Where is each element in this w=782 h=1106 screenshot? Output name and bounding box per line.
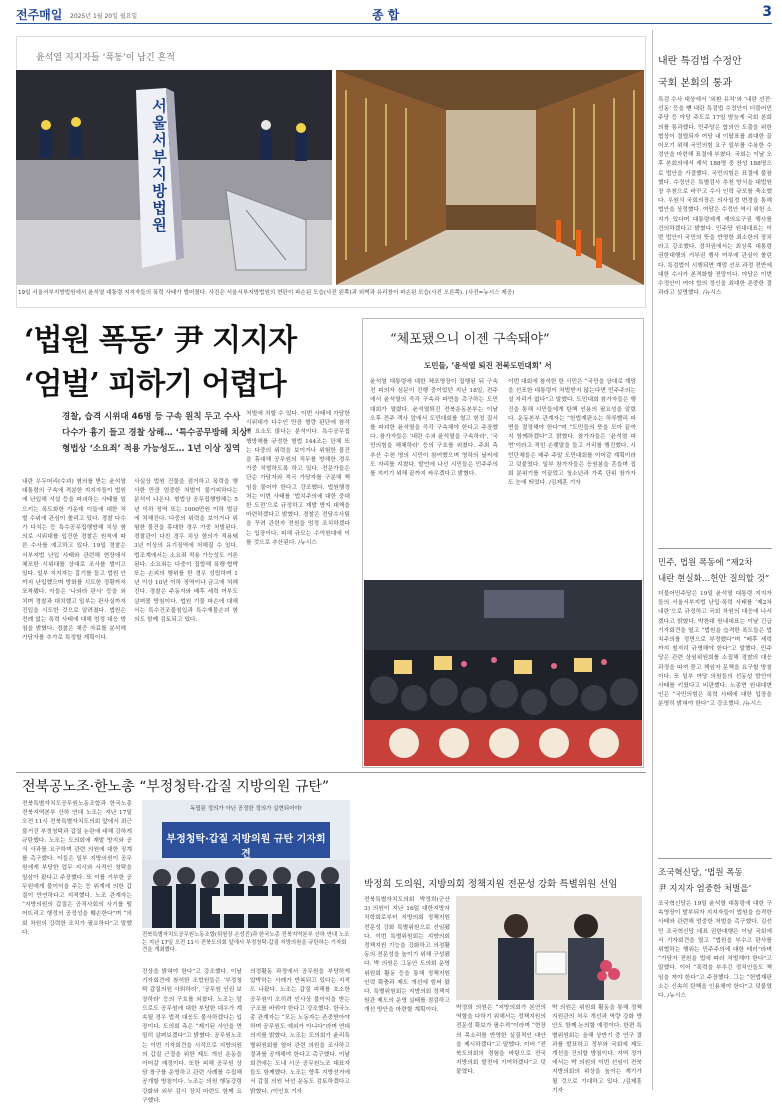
court-sign-photo bbox=[16, 70, 332, 285]
council-photo-caption: 전북특별자치도공무원노동조합(위원장 손성진)과 한국노총 전북지역본부 산하 연대 노조는 지난 17일 오전 11시 전북도의회 앞에서 부정청탁·갑질 지방의원을 규탄하는 기자회견을 개최했다. bbox=[142, 932, 350, 953]
lead-subhead-3: 형법상 ‘소요죄’ 적용 가능성도… 1년 이상 징역 bbox=[62, 444, 241, 454]
rally-photo bbox=[364, 580, 642, 766]
section-divider bbox=[16, 772, 646, 773]
lead-body-col3: 처벌에 처할 수 있다. 이번 사태에 가담한 시위대가 다수인 만큼 형량 판단에 참작될 요소도 많다는 분석이다. 특수공무집행방해를 규정한 형법 144조는 단체 또는 다중의 위력을 보이거나 위험한 물건을 휴대해 공무원의 직무를 방해한 경우 가중 처벌하도록 하고 있다. 전문가들은 단순 가담자와 적극 가담자를 구분해 책임을 물어야 한다고 강조했다. 법원행정처는 이번 사태를 ‘법치주의에 대한 중대한 도전’으로 규정하고 재발 방지 대책을 마련하겠다고 밝혔다. 경찰은 전담수사팀을 꾸려 관련자 전원을 엄정 조치하겠다는 입장이다. 피해 규모는 수억원대에 이를 것으로 추산된다. /뉴시스 bbox=[246, 411, 350, 546]
council-banner-top: 독립된 정의가 아닌 공정한 정의가 실현되어야! bbox=[190, 806, 302, 812]
park-award-photo-art bbox=[456, 896, 642, 1000]
right-story3-kicker: 조국혁신당, ‘법원 폭동 bbox=[658, 868, 743, 878]
photo-caption: 19일 서울서부지방법원에서 윤석열 대통령 지지자들의 폭력 사태가 벌어졌다. 사진은 서울서부지방법원의 현판이 파손된 모습(사진 왼쪽)과 외벽과 유리창이 파손된 모습(사진 오른쪽). (사진=뉴시스 제공) bbox=[18, 290, 515, 296]
paper-logo: 전주매일 bbox=[16, 8, 63, 22]
council-body-col2: 진상을 밝혀야 한다”고 강조했다. 이날 기자회견에 참석한 조합원들은 ‘부정청탁 갑질의원 사퇴하라’, ‘공무원 인권 보장하라’ 등의 구호를 외쳤다. 노조는 앞으로도 공무원에 대한 부당한 대우가 계속될 경우 법적 대응도 불사하겠다는 입장이다. 도의회 측은 “제기된 사안을 면밀히 살펴보겠다”고 밝혔다. 공무원노조는 이번 기자회견을 시작으로 지방의원의 갑질 근절을 위한 제도 개선 운동을 이어갈 예정이다. 또한 피해 공무원 상담 창구를 운영하고 관련 사례를 수집해 공개할 방침이다. 노조는 의원 행동강령 강화와 외부 감시 장치 마련도 함께 요구했다. bbox=[142, 969, 242, 1104]
council-body-col3: 의정활동 과정에서 공무원을 부당하게 압박하는 사례가 반복되고 있다는 지적도 나왔다. 노조는 갑질 피해를 호소한 공무원이 오히려 인사상 불이익을 받는 구조를 바꿔야 한다고 강조했다. 한국노총 관계자는 “모든 노동자는 존중받아야 하며 공무원도 예외가 아니다”라며 연대 의지를 밝혔다. 노조는 도의회가 윤리특별위원회를 열어 관련 의원을 조사하고 결과를 공개해야 한다고 촉구했다. 이날 회견에는 도내 시군 공무원노조 대표자들도 함께했다. 노조는 향후 지방선거에서 갑질 의원 낙선 운동도 검토하겠다고 밝혔다. /이인호 기자 bbox=[250, 969, 350, 1095]
section-title: 종 합 bbox=[372, 8, 400, 22]
right-story1-kicker: 내란 특검법 수정안 bbox=[658, 56, 742, 67]
council-banner-main: 부정청탁·갑질 지방의원 규탄 기자회견 bbox=[166, 834, 326, 860]
court-sign-text: 서울서부지방법원 bbox=[150, 98, 168, 234]
right-story1-headline: 국회 본회의 통과 bbox=[658, 78, 732, 89]
page-number: 3 bbox=[762, 4, 772, 20]
rally-photo-art bbox=[364, 580, 642, 766]
right-story2-headline-2: 내란 현실화…헌안 질의할 것” bbox=[658, 574, 770, 584]
box-subhead: 도민들, ‘윤석열 퇴진 전북도민대회’ 서 bbox=[424, 361, 552, 370]
lead-subhead-1: 경찰, 습격 시위대 46명 등 구속 원칙 두고 수사 bbox=[62, 412, 241, 422]
masthead bbox=[16, 4, 772, 24]
photo-block-title: 윤석열 지지자들 ‘폭동’이 남긴 흔적 bbox=[36, 53, 175, 63]
box-headline: “체포됐으니 이젠 구속돼야” bbox=[390, 332, 550, 347]
park-award-photo bbox=[456, 896, 642, 1000]
lead-subhead-2: 다수가 흉기 들고 경찰 상해… ‘특수공무방해 치상’ bbox=[62, 428, 251, 438]
damaged-entrance-photo bbox=[336, 70, 644, 285]
park-body-col3: 박 의원은 위원회 활동을 통해 정책지원관의 처우 개선과 역량 강화 방안도 함께 논의할 예정이다. 한편 특별위원회는 올해 상반기 중 연구 결과를 발표하고 정부와 국회에 제도 개선을 건의할 방침이다. 지역 정가에서는 박 의원의 이번 선임이 전북 지방의회의 위상을 높이는 계기가 될 것으로 기대하고 있다. /김제훈 기자 bbox=[552, 1005, 642, 1094]
council-photo bbox=[142, 800, 350, 928]
council-body-col1: 전북특별자치도공무원노동조합과 한국노총 전북지역본부 산하 연대 노조는 지난 17일 오전 11시 전북특별자치도의회 앞에서 최근 불거진 부정청탁과 갑질 논란에 대해 강하게 규탄했다. 노조는 도의회에 재발 방지와 공식 사과를 요구하며 관련 의원에 대한 징계를 촉구했다. 이들은 일부 지방의원이 공무원에게 부당한 업무 지시와 사적인 청탁을 일삼아 왔다고 주장했다. 또 이를 거부한 공무원에게 불이익을 주는 등 위계에 의한 갑질이 만연하다고 지적했다. 노조 관계자는 “지방의원의 갑질은 공직사회의 사기를 떨어뜨리고 행정의 공정성을 훼손한다”며 “의회 차원의 강력한 조치가 필요하다”고 말했다. bbox=[22, 801, 133, 936]
lead-body-col1: 내란 우두머리(수괴) 혐의를 받는 윤석열 대통령의 구속에 격분한 지지자들이 법원에 난입해 시설 등을 파괴하는 사태를 일으키는 폭도화한 가운데 이들에 대한 처벌 수위에 관심이 쏠리고 있다. 경찰 다수가 다치는 등 특수공무집행방해 치상 혐의로 시위대를 입건한 경찰은 원칙에 따른 수사를 예고하고 있다. 19일 경찰은 서부지법 난입 사태와 관련해 현장에서 체포한 시위대를 상대로 조사를 벌이고 있다. 일부 지지자는 흉기를 들고 법원 안까지 난입했으며 방화를 시도한 정황까지 포착됐다. 이들은 ‘나와라 판사’ 등을 외치며 경찰과 대치했고 일부는 판사실까지 진입을 시도한 것으로 알려졌다. 법원은 전례 없는 폭력 사태에 대해 엄정 대응 방침을 밝혔다. 경찰은 채증 자료를 분석해 가담자를 추가로 특정할 계획이다. bbox=[22, 479, 126, 642]
park-headline: 박정희 도의원, 지방의회 정책지원 전문성 강화 특별위원 선임 bbox=[364, 879, 618, 890]
box-body-col2: 이번 대회에 참석한 한 시민은 “국민을 상대로 계엄을 선포한 대통령이 처벌받지 않는다면 민주주의는 설 자리가 없다”고 말했다. 도민대회 참가자들은 행진을 통해 시민들에게 탄핵 인용의 필요성을 알렸다. 운동본부 관계자는 “헌법재판소는 하루빨리 파면을 결정해야 한다”며 “도민들의 뜻을 모아 끝까지 함께하겠다”고 밝혔다. 참가자들은 ‘윤석열 파면’이라고 적힌 손팻말을 들고 거리를 행진했다. 시민단체들은 매주 주말 도민대회를 이어갈 계획이라고 덧붙였다. 일부 참가자들은 응원봉을 흔들며 집회 분위기를 이끌었고 청소년과 가족 단위 참가자도 눈에 띄었다. /김제훈 기자 bbox=[508, 379, 636, 487]
right-divider-1 bbox=[658, 548, 772, 549]
court-sign-photo-art bbox=[16, 70, 332, 285]
council-photo-art bbox=[142, 800, 350, 928]
column-divider bbox=[652, 30, 653, 1090]
park-body-col1: 전북특별자치도의회 박정희(군산3) 의원이 지난 16일 대한지방자치학회로부터 지방의회 정책지원 전문성 강화 특별위원으로 선임됐다. 이번 특별위원회는 지방의회 정책지원 기능을 강화하고 의정활동의 전문성을 높이기 위해 구성됐다. 박 의원은 그동안 도의회 운영위원회 활동 등을 통해 정책지원 인력 확충과 제도 개선에 힘써 왔다. 특별위원회는 지방의회 정책지원관 제도의 운영 실태를 점검하고 개선 방안을 마련할 계획이다. bbox=[364, 897, 450, 1014]
council-headline: 전북공노조·한노총 “부정청탁·갑질 지방의원 규탄” bbox=[22, 779, 330, 795]
right-divider-2 bbox=[658, 858, 772, 859]
issue-date: 2025년 1월 20일 월요일 bbox=[70, 13, 138, 20]
right-story3-body: 조국혁신당은 19일 윤석열 대통령에 대한 구속영장이 발부되자 지지자들이 법원을 습격한 사태와 관련해 엄중한 처벌을 촉구했다. 김선민 조국혁신당 대표 권한대행은 이날 국회에서 기자회견을 열고 “법원을 부수고 판사를 위협하는 행위는 민주주의에 대한 테러”라며 “가담자 전원을 법에 따라 처벌해야 한다”고 말했다. 이어 “폭력을 부추긴 정치인들도 책임을 져야 한다”고 주장했다. 그는 “헌법재판소는 신속히 탄핵을 인용해야 한다”고 덧붙였다. /뉴시스 bbox=[658, 901, 772, 1000]
right-story2-body: 더불어민주당은 19일 윤석열 대통령 지지자들의 서울서부지법 난입·폭력 사태를 ‘제2차 내란’으로 규정하고 국회 차원의 대응에 나서겠다고 밝혔다. 박찬대 원내대표는 이날 긴급 기자회견을 열고 “법원을 습격한 폭도들은 법치주의를 정면으로 부정했다”며 “배후 세력까지 철저히 규명해야 한다”고 말했다. 민주당은 관련 상임위원회를 소집해 경찰의 대응 과정을 따져 묻고 책임자 문책을 요구할 방침이다. 또 일부 여당 의원들의 선동성 발언이 사태를 키웠다고 비판했다. 노종면 원내대변인은 “국민의힘은 폭력 사태에 대한 입장을 분명히 밝혀야 한다”고 강조했다. /뉴시스 bbox=[658, 591, 772, 708]
park-body-col2: 박정희 의원은 “지방의회가 본연의 역할을 다하기 위해서는 정책지원의 전문성 확보가 필수적”이라며 “현장의 목소리를 반영한 실질적인 대안을 제시하겠다”고 말했다. 이어 “전북도의회의 경험을 바탕으로 전국 지방의회 발전에 기여하겠다”고 덧붙였다. bbox=[456, 1005, 546, 1076]
right-story3-headline: 尹 지지자 엄중한 처벌을’ bbox=[658, 884, 752, 894]
damaged-entrance-photo-art bbox=[336, 70, 644, 285]
lead-headline-1: ‘법원 폭동’ 尹 지지자 bbox=[24, 323, 297, 358]
box-body-col1: 윤석열 대통령에 대한 체포영장이 집행된 뒤 구속 전 피의자 심문이 진행 중이었던 지난 18일, 전주에서 윤석열의 즉각 구속과 파면을 촉구하는 도민대회가 열렸다. 윤석열퇴진 전북운동본부는 이날 오후 전주 객사 앞에서 도민대회를 열고 헌정 질서를 파괴한 윤석열을 즉각 구속해야 한다고 주장했다. 참가자들은 ‘내란 수괴 윤석열을 구속하라’, ‘국민의힘을 해체하라’ 등의 구호를 외쳤다. 주최 측 추산 수천 명의 시민이 참여했으며 영하의 날씨에도 자리를 지켰다. 발언에 나선 시민들은 민주주의를 지키기 위해 끝까지 싸우겠다고 밝혔다. bbox=[370, 379, 498, 478]
lead-body-col2: 사실상 법원 건물을 점거하고 폭력을 행사한 만큼 엄중한 처벌이 불가피하다는 분석이 나온다. 형법상 공무집행방해는 5년 이하 징역 또는 1000만원 이하 벌금에 처해진다. 다중의 위력을 보이거나 위험한 물건을 휴대한 경우 가중 처벌된다. 경찰관이 다친 경우 치상 혐의가 적용돼 3년 이상의 유기징역에 처해질 수 있다. 법조계에서는 소요죄 적용 가능성도 거론된다. 소요죄는 다중이 집합해 폭행·협박 또는 손괴의 행위를 한 경우 성립하며 1년 이상 10년 이하 징역이나 금고에 처해진다. 경찰은 주동자와 배후 세력 여부도 살펴볼 방침이다. 법원 기물 파손에 대해서는 특수건조물침입과 특수재물손괴 혐의도 함께 검토되고 있다. bbox=[134, 479, 238, 624]
right-story1-body: 특검 수사 대상에서 ‘외환 유치’와 ‘내란 선전·선동’ 등을 뺀 내란 특검법 수정안이 더불어민주당 등 야당 주도로 17일 밤늦게 국회 본회의를 통과했다. 민주당은 합의안 도출을 위한 협상이 결렬되자 여당 내 이탈표를 최대한 끌어오기 위해 국민의힘 요구 일부를 수용한 수정안을 마련해 표결에 부쳤다. 국회는 이날 오후 본회의에서 재석 188명 중 찬성 188명으로 법안을 가결했다. 국민의힘은 표결에 불참했다. 수정안은 특별검사 추천 방식을 대법원장 추천으로 바꾸고 수사 인력 규모를 축소했다. 우원식 국회의장은 의사일정 변경을 통해 법안을 상정했다. 여당은 수정안 역시 위헌 소지가 있다며 대통령에게 재의요구권 행사를 건의하겠다고 밝혔다. 민주당 원내대표는 이번 법안이 국민의 뜻을 반영한 최소한의 장치라고 강조했다. 정치권에서는 최상목 대통령 권한대행의 거부권 행사 여부에 관심이 쏠린다. 특검법이 시행되면 계엄 선포 과정 전반에 대한 수사가 본격화할 전망이다. 야당은 이번 수정안이 여야 합의 정신을 최대한 존중한 결과라고 설명했다. /뉴시스 bbox=[658, 97, 772, 297]
right-story2-headline-1: 민주, 법원 폭동에 “제2차 bbox=[658, 558, 753, 568]
lead-headline-2: ‘엄벌’ 피하기 어렵다 bbox=[24, 367, 286, 402]
